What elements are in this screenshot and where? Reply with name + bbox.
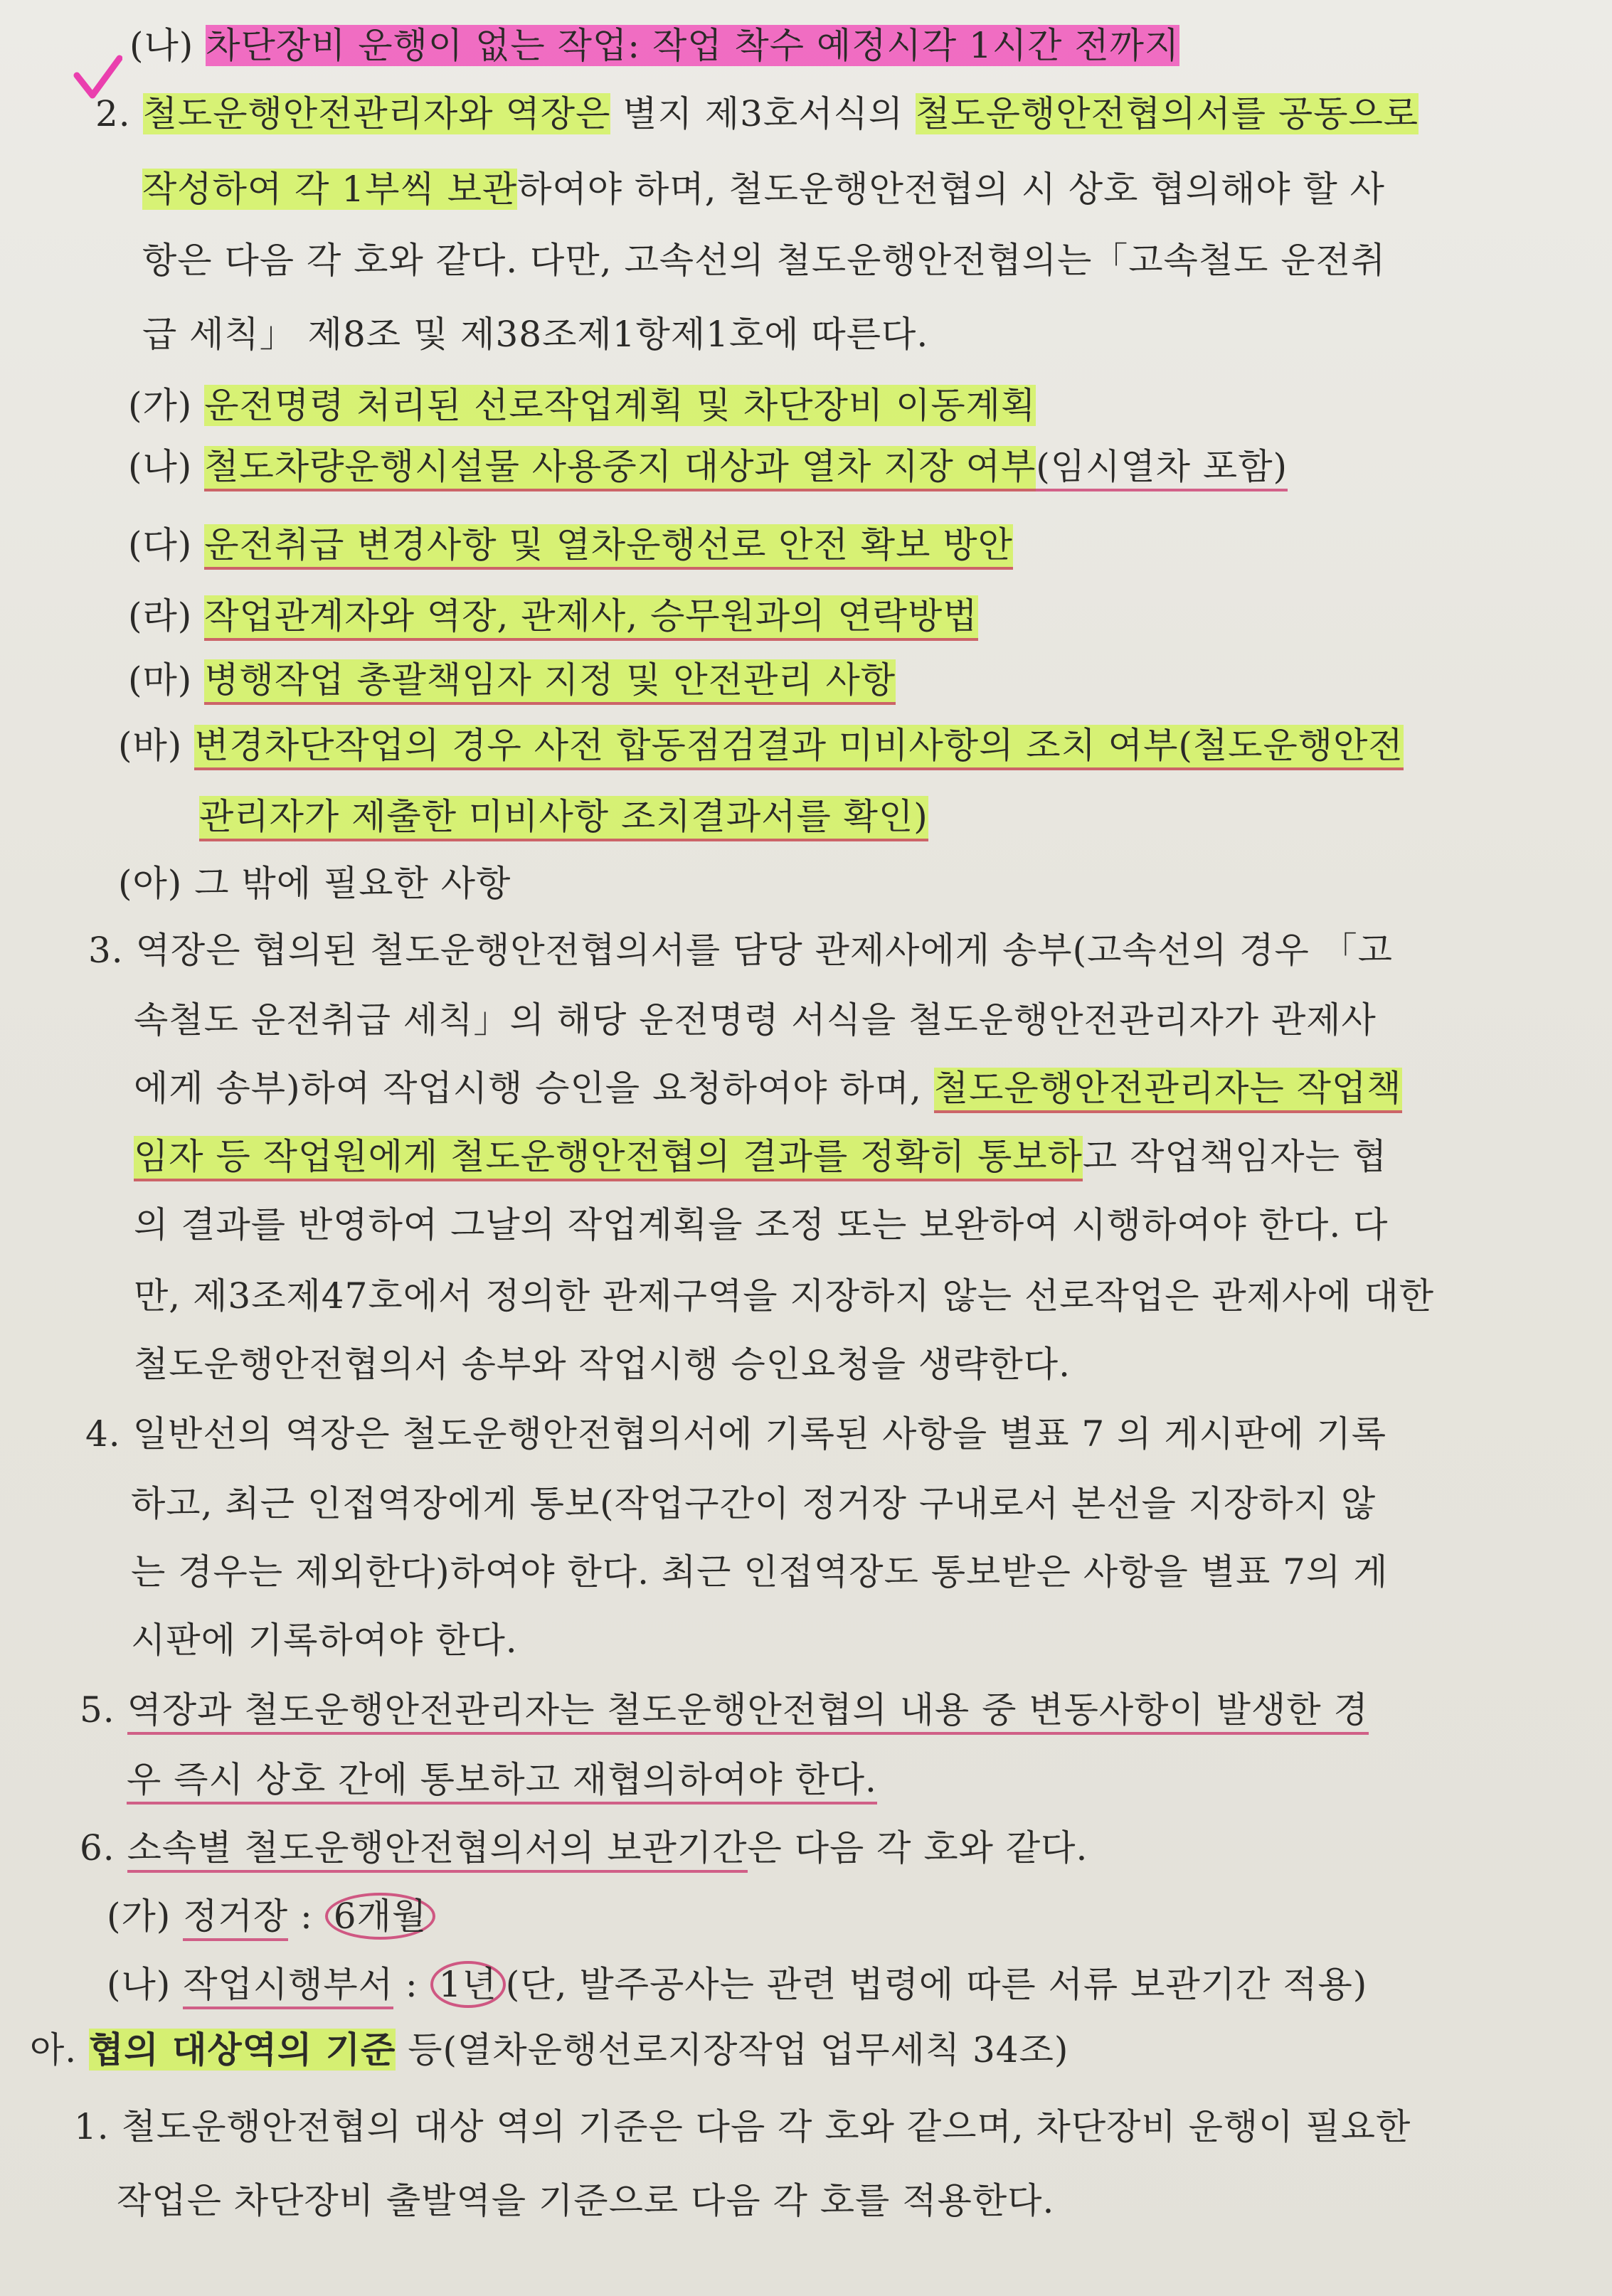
highlighted-text: 작성하여 각 1부씩 보관 — [142, 169, 518, 210]
body-text: 별지 제3호서식의 — [610, 93, 916, 134]
body-text: 에게 송부)하여 작업시행 승인을 요청하여야 하며, — [134, 1068, 934, 1109]
body-text: 작업은 차단장비 출발역을 기준으로 다음 각 호를 적용한다. — [117, 2180, 1055, 2221]
text-line — [128, 445, 1288, 488]
body-text: 급 세칙」 제8조 및 제38조제1항제1호에 따른다. — [142, 314, 929, 355]
body-text: 속철도 운전취급 세칙」의 해당 운전명령 서식을 철도운행안전관리자가 관제사 — [134, 999, 1377, 1041]
body-text: 의 결과를 반영하여 그날의 작업계획을 조정 또는 보완하여 시행하여야 한다. 다 — [134, 1204, 1389, 1245]
item-marker: (바) — [118, 725, 195, 766]
body-text: 하고, 최근 인접역장에게 통보(작업구간이 정거장 구내로서 본선을 지장하지 않 — [131, 1483, 1377, 1524]
text-line — [88, 929, 1393, 972]
body-text: 철도운행안전협의서 송부와 작업시행 승인요청을 생략한다. — [134, 1344, 1071, 1385]
text-line — [127, 1758, 877, 1801]
text-line — [80, 1827, 1088, 1869]
text-line — [107, 1963, 1367, 2006]
highlighted-text: 철도운행안전관리자와 역장은 — [142, 93, 611, 134]
highlighted-text: 병행작업 총괄책임자 지정 및 안전관리 사항 — [204, 659, 896, 705]
body-text: (아) 그 밖에 필요한 사항 — [118, 863, 511, 904]
body-text: 3. 역장은 협의된 철도운행안전협의서를 담당 관제사에게 송부(고속선의 경우 「고 — [88, 930, 1393, 971]
text-line — [128, 384, 1036, 427]
highlighted-text: 작업관계자와 역장, 관제사, 승무원과의 연락방법 — [204, 595, 977, 641]
text-line — [142, 168, 1385, 211]
text-line — [128, 523, 1013, 566]
underlined-text: 작업시행부서 — [183, 1964, 393, 2009]
text-line — [85, 1413, 1386, 1455]
highlighted-text: 철도운행안전관리자는 작업책 — [934, 1068, 1402, 1113]
item-marker: (다) — [128, 524, 205, 565]
text-line — [95, 92, 1419, 135]
text-line — [142, 239, 1386, 282]
text-line — [117, 2179, 1054, 2222]
item-marker: (마) — [128, 659, 205, 701]
text-line — [118, 724, 1404, 767]
body-text: : — [288, 1896, 325, 1937]
highlighted-text: 임자 등 작업원에게 철도운행안전협의 결과를 정확히 통보하 — [134, 1136, 1083, 1181]
body-text: 등(열차운행선로지장작업 업무세칙 34조) — [396, 2029, 1069, 2071]
body-text: 4. 일반선의 역장은 철도운행안전협의서에 기록된 사항을 별표 7 의 게시판에 기록 — [85, 1413, 1387, 1455]
text-line — [131, 1619, 518, 1662]
body-text: 은 다음 각 호와 같다. — [747, 1827, 1088, 1869]
text-line — [134, 1067, 1402, 1110]
body-text: (단, 발주공사는 관련 법령에 따른 서류 보관기간 적용) — [505, 1964, 1368, 2005]
body-text: 만, 제3조제47호에서 정의한 관제구역을 지장하지 않는 선로작업은 관제사에 대한 — [134, 1275, 1435, 1317]
item-marker: (가) — [107, 1896, 184, 1937]
text-line — [107, 1895, 435, 1938]
body-text: : — [393, 1964, 430, 2005]
text-line — [80, 1689, 1369, 1731]
item-marker: (나) — [128, 446, 205, 487]
underlined-text: 역장과 철도운행안전관리자는 철도운행안전협의 내용 중 변동사항이 발생한 경 — [127, 1689, 1369, 1735]
text-line — [134, 999, 1377, 1041]
text-line — [142, 313, 928, 356]
text-line — [129, 24, 1179, 67]
text-line — [74, 2105, 1411, 2148]
section-marker: 아. — [30, 2029, 90, 2071]
item-marker: (라) — [128, 595, 205, 637]
text-line — [134, 1135, 1387, 1178]
text-line — [128, 659, 896, 701]
text-line — [131, 1482, 1376, 1525]
text-line — [118, 862, 511, 905]
body-text: 고 작업책임자는 협 — [1082, 1136, 1388, 1177]
underlined-text: 우 즉시 상호 간에 통보하고 재협의하여야 한다. — [127, 1759, 877, 1805]
item-marker: (나) — [129, 25, 206, 66]
text-line — [134, 1275, 1434, 1317]
item-marker: (가) — [128, 385, 205, 426]
underlined-text: 정거장 — [183, 1896, 288, 1941]
highlighted-text: 관리자가 제출한 미비사항 조치결과서를 확인) — [199, 796, 928, 841]
text-line — [134, 1203, 1388, 1246]
text-line — [30, 2029, 1069, 2071]
text-line — [131, 1551, 1388, 1593]
item-marker: (나) — [107, 1964, 184, 2005]
highlighted-text: 변경차단작업의 경우 사전 합동점검결과 미비사항의 조치 여부(철도운행안전 — [194, 725, 1403, 770]
body-text: 항은 다음 각 호와 같다. 다만, 고속선의 철도운행안전협의는「고속철도 운전취 — [142, 240, 1386, 281]
text-line — [199, 795, 928, 838]
body-text: 1. 철도운행안전협의 대상 역의 기준은 다음 각 호와 같으며, 차단장비 운행이 필요한 — [74, 2106, 1411, 2147]
highlighted-text: 운전취급 변경사항 및 열차운행선로 안전 확보 방안 — [204, 524, 1013, 570]
body-text: 는 경우는 제외한다)하여야 한다. 최근 인접역장도 통보받은 사항을 별표 7의 게 — [131, 1551, 1389, 1593]
text-line — [134, 1343, 1071, 1386]
underlined-text: 소속별 철도운행안전협의서의 보관기간 — [127, 1827, 748, 1873]
text-line — [128, 595, 978, 637]
highlighted-text: 차단장비 운행이 없는 작업: 작업 착수 예정시각 1시간 전까지 — [206, 25, 1180, 66]
body-text: 시판에 기록하여야 한다. — [131, 1620, 518, 1661]
underlined-text: (임시열차 포함) — [1036, 446, 1288, 491]
circled-text: 1년 — [430, 1961, 506, 2008]
body-text: 하여야 하며, 철도운행안전협의 시 상호 협의해야 할 사 — [517, 169, 1385, 210]
highlighted-text: 철도운행안전협의서를 공동으로 — [916, 93, 1419, 134]
highlighted-text: 운전명령 처리된 선로작업계획 및 차단장비 이동계획 — [204, 385, 1036, 426]
circled-text: 6개월 — [325, 1893, 435, 1940]
highlighted-text: 협의 대상역의 기준 — [89, 2029, 396, 2071]
item-number: 5. — [80, 1689, 127, 1731]
highlighted-text: 철도차량운행시설물 사용중지 대상과 열차 지장 여부 — [204, 446, 1036, 491]
item-number: 2. — [95, 93, 143, 134]
item-number: 6. — [80, 1827, 127, 1869]
